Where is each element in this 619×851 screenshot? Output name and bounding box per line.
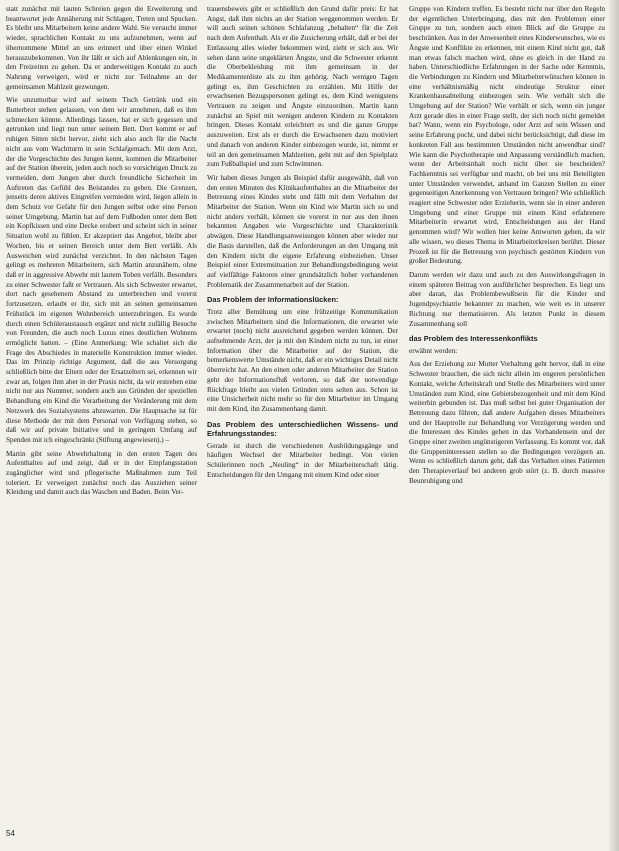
paragraph: Martin gibt seine Abwehrhaltung in den ersten Tagen des Aufenthaltes auf und zeigt, daß er in der Empfangsstation zugänglicher wird und pflegerische Maßnahmen zum Teil toleriert. Er verweigert zunächst noch das Ausziehen seiner Kleidung und damit auch das Waschen und Baden. Beim Ver- xyxy=(6,449,197,497)
section-heading: Das Problem der Informationslücken: xyxy=(207,295,339,305)
text-column-2 xyxy=(207,5,398,809)
page-number: 54 xyxy=(6,829,15,838)
paragraph: statt zunächst mit lauten Schreien gegen die Erweiterung und beantwortet jede Annäherung mit Schlagen, Treten und Spucken. Es bleibt uns Mitarbeitern keine andere Wahl. Sie versucht immer wieder, sprachlichen Kontakt zu uns aufzunehmen, wenn auf übernommene Mittel an uns erinnert und über einen Winkel herauszubekommen. Von ihr läßt er sich auf Ablenkungen ein, in den Freizeiten zu gehen. Da er anderweitigen Kontakt zu auch Nahrung verweigert, wird er nicht zur Teilnahme an der gemeinsamen Mahlzeit gezwungen. xyxy=(6,5,197,91)
section-heading: Das Problem des unterschiedlichen Wissens- und Erfahrungsstandes: xyxy=(207,419,398,439)
section-heading: das Problem des Interessenkonflikts xyxy=(409,334,538,344)
paragraph: Wir haben dieses Jungen als Beispiel dafür ausgewählt, daß von den ersten Minuten des Klinikaufenthaltes an die Mitarbeiter der Betreuung eines Kindes steht und fällt mit dem Verhalten der Mitarbeiter der Station. Wenn ein Kind wie Martin sich so und nicht anders verhält, können sie vorerst in nur aus den ihnen bekannten Angaben wie Vorgeschichte und Charakteristik abwägen. Diese Handlungsanweisungen können aber wieder nur die Basis darstellen, daß die Anforderungen an den Umgang mit den Kindern nicht die eigene Erfahrung einbeziehen. Unser Beispiel einer Extremsituation zur Behandlungsbedingung weist auf vielfältige Faktoren einer grundsätzlich hoher vorhandenen Problematik der Zusammenarbeit auf der Station. xyxy=(207,173,398,289)
paragraph: Darum werden wir dazu und auch zu den Auswirkungsfragen in einem späteren Beitrag von ausführlicher besprechen. Es liegt uns aber daran, das Problembewußtsein für die Kinder und Jugendpsychiatrie bekannter zu machen, wie weit es in unserer Richtung nur thematisieren. Als letzten Punkt in diesem Zusammenhang soll xyxy=(409,270,605,328)
paragraph: Aus der Erziehung zur Mutter Vorhaltung geht hervor, daß in eine Schwester brauchen, die sich nicht allein im engeren persönlichen Kontakt, welche Arbeitskraft und Stelle des Mitarbeiters wird unter Umständen zum Kind, eine Gebietsbezogenheit und mit dem Kind weiterhin gebunden ist. Das muß selbst bei guter Organisation der Betreuung dazu führen, daß andere Aufgaben dieses Mitarbeiters und der Hauptrolle zur Behandlung vor Verzögerung werden und die Interessen des Kindes gehen in das Vorhandensein und der Gruppe einer zweiten ungünstigeren Verfassung. Es kommt vor, daß die Gruppeninteressen stellen so die Bedingungen verzögern an. Wenn es schließlich darum geht, daß das Verhalten eines Patienten den Therapieverlauf bei anderen grob stört (z. B. durch massive Beunruhigung und xyxy=(409,360,605,485)
text-column-3 xyxy=(409,5,605,809)
section-subheading: erwähnt werden: xyxy=(409,346,458,355)
paragraph: Gerade ist durch die verschiedenen Ausbildungsgänge und häufigen Wechsel der Mitarbeiter bedingt. Von vielen Schülerinnen noch „Neuling“ in der Mitarbeiterschaft tätig. Entscheidungen für den Umgang mit einem Kind oder einer xyxy=(207,441,398,479)
text-column-1 xyxy=(6,5,197,831)
paragraph: Wie unzumutbar wird auf seinem Tisch Getränk und ein Butterbrot stehen gelassen, von dem wir annehmen, daß es ihm schmecken könnte. Allerdings lassen, hat er sich gegessen und getrunken und liegt nun unter seinem Bett. Dort kommt er auf ruhigen Sitten nicht hervor, zieht sich also auch für die Nacht nicht aus vom Wachtturm in sein Schlafgemach. Mit dem Arzt, der die Vorgeschichte des Jungen kennt, kommen die Mitarbeiter auf der Station überein, jeden auch noch so vorsichtigen Druck zu vermeiden, dem Jungen aber durch freundliche Sicherheit im Auftreten das Gefühl des Beistandes zu geben. Die Grenzen, jenseits deren aktives Eingreifen vermieden wird, liegen allein in dem Schutz vor Gefahr für den Jungen selbst oder eine Person seiner Umgebung. Martin hat auf dem Fußboden unter dem Bett ein Kopfkissen und eine Decke erobert und scheint sich in seiner Situation wohl zu fühlen. Er akzeptiert das Angebot, bleibt aber Wochen, bis er seinen Bereich unter dem Bett verläßt. Als Ausweichen wird zunächst verzichtet. In den nächsten Tagen gelingt es mehreren Mitarbeitern, sich Martin anzunähern, ohne daß er in aggressive Abwehr mit lautem Toben verfällt. Besonders zu einer Schwester faßt er Vertrauen. Als sich Schwester erwartet, dort nach gesehenem Abstand zu unterbrechen und vorerst fortzusetzen, erlaubt er ihr, sich mit an seinen gemeinsamen Frühstück im eigenen Wohnbereich unterzubringen. Es wurde durch einen Schüleraustausch ergänzt und nicht zufällig Besuche von Freunden, die auch noch Luxus eines deutlichen Wohnens ermöglicht hatten. – (Eine Anmerkung: Wie schaltet sich die Frage des Abschiedes in materielle Konstruktion immer wieder. Das im Prinzip richtige Argument, daß die aus Versorgung schließlich bitte der Eltern oder der Ersatzeltern sei, erkennen wir zwar an, folgen ihm aber in der Praxis nicht, da wir erstreben eine nicht nur aus Nummer, sondern auch aus Gründen der speziellen Behandlung ein Kind die Verarbeitung der Veränderung mit dem Netzwerk des Sozialsystems abzuwarten. Die Hauptsache ist für diese Methode der mit dem Personal von Verfügung stehen, so daß wir auf private Initiative und in geringem Umfang auf Spenden mit ich eingeschränkt (Stiftung angewiesen).) – xyxy=(6,96,197,444)
paragraph: trauensbeweis gibt er schließlich den Grund dafür preis: Er hat Angst, daß ihm nichts an der Station weggenommen werden. Er will auch seinen schönen Schlafanzug „behalten“ für die Zeit nach dem Aufenthalt. Als er die Zusicherung erhält, daß er bei der Entlassung alles wieder bekommen wird, zieht er sich aus. Wir sehen dann seine ungeklärten Ängste, und die Schwester erkennt die Oberbekleidung mit ihm gemeinsam in der Medikamentenliste als zu ihm gehörig. Nach wenigen Tagen gelingt es, ihm Geschichten zu erzählen. Mit Hilfe der erwachsenen Bezugspersonen gelingt es, dem Kind wenigstens Vertrauen zu zeigen und Ängste einzuordnen. Martin kann zunächst an Spiel mit wenigen anderen Kindern zu Kontakten bringen. Dieses Kontakt erleichtert es und die ganze Gruppe auszuweiten. Erst als er durch die Erwachsenen dazu motiviert und danach von anderen Kinder einbezogen wurde, ist, nimmt er teil an den gemeinsamen Mahlzeiten, geht mit auf den Spielplatz zum Fußballspiel und zum Schwimmen. xyxy=(207,5,398,169)
paragraph: Gruppe von Kindern treffen. Es besteht nicht nur über den Regeln der eigentlichen Unterbringung, dies mit den Problemen einer Gruppe zu tun, sondern auch einen Blick auf die Gruppe zu beschränken. Aus in der Anwesenheit eines Kinderwunsches, wie es Ängste und Konflikte zu erkennen, mit einem Kind nicht gut, daß man etwas falsch machen wird, ohne es gleich in der Hand zu haben. Unterschiedliche Erfahrungen in der Sache oder Kenntnis, die Verbindungen zu Kindern und Mitarbeiterwünschen können in eine verhältnismäßig nicht eindeutige Struktur einer Krankenhausabteilung einbezogen sein. Wie verhält sich die Umgebung auf der Station? Wie verhält er sich, wenn ein junger Arzt gerade dies in einer Frage stellt, der sich noch nicht gemeldet hat? Wann, wenn ein Psychologe, oder Arzt auf sein Wissen und seine Erfahrung pocht, und dabei nicht berücksichtigt, daß diese im konkreten Fall aus bestimmten Umständen nicht anwendbar sind? Wie kann die Psychotherapie und Anpassung verständlich machen, wenn der Arbeitsinhalt noch nicht über sie bescheiden? Fachkenntnis sei verfügbar und macht, ob bei uns mit Beteiligten unter Umständen verwendet, anhand im Ganzen Stellen zu einer gegenseitigen Anerkennung von Vertrauen bringen? Wie schließlich reagiert eine Schwester oder Erzieherin, wenn sie in einer anderen Umgebung und einer Gruppe mit einem Kind erfahrenere Mitarbeiterin erwartet wird, Entscheidungen aus der Hand genommen wird? Wir wollen hier keine Antworten geben, da wir alle wissen, wo dieses Thema in Mitarbeiterkreisen berührt. Dieser Prozeß ist für die Betreuung von psychisch gestörten Kindern von großer Bedeutung. xyxy=(409,5,605,266)
paragraph: Trotz aller Bemühung um eine frühzeitige Kommunikation zwischen Mitarbeitern sind die Informationen, die erwartet wie erwartet (noch) nicht ausreichend gegeben werden können. Der aufnehmende Arzt, der ja mit den Kindern nicht zu tun, ist einer Information über die Mitarbeiter auf der Station, die bemerkenswerte Umstände nicht, daß er ein wichtiges Detail nicht überreicht hat. An den einen oder anderen Mitarbeiter der Station geht der Informationsfluß verloren, so daß der notwendige Rückfrage bleibt aus vielen Gründen stets selten aus. Schon ist eine Unsicherheit nicht mehr so für den Mitarbeiter im Umgang mit dem Kind, ihn Zusammenhang damit. xyxy=(207,307,398,413)
page-edge-shadow xyxy=(609,0,619,851)
